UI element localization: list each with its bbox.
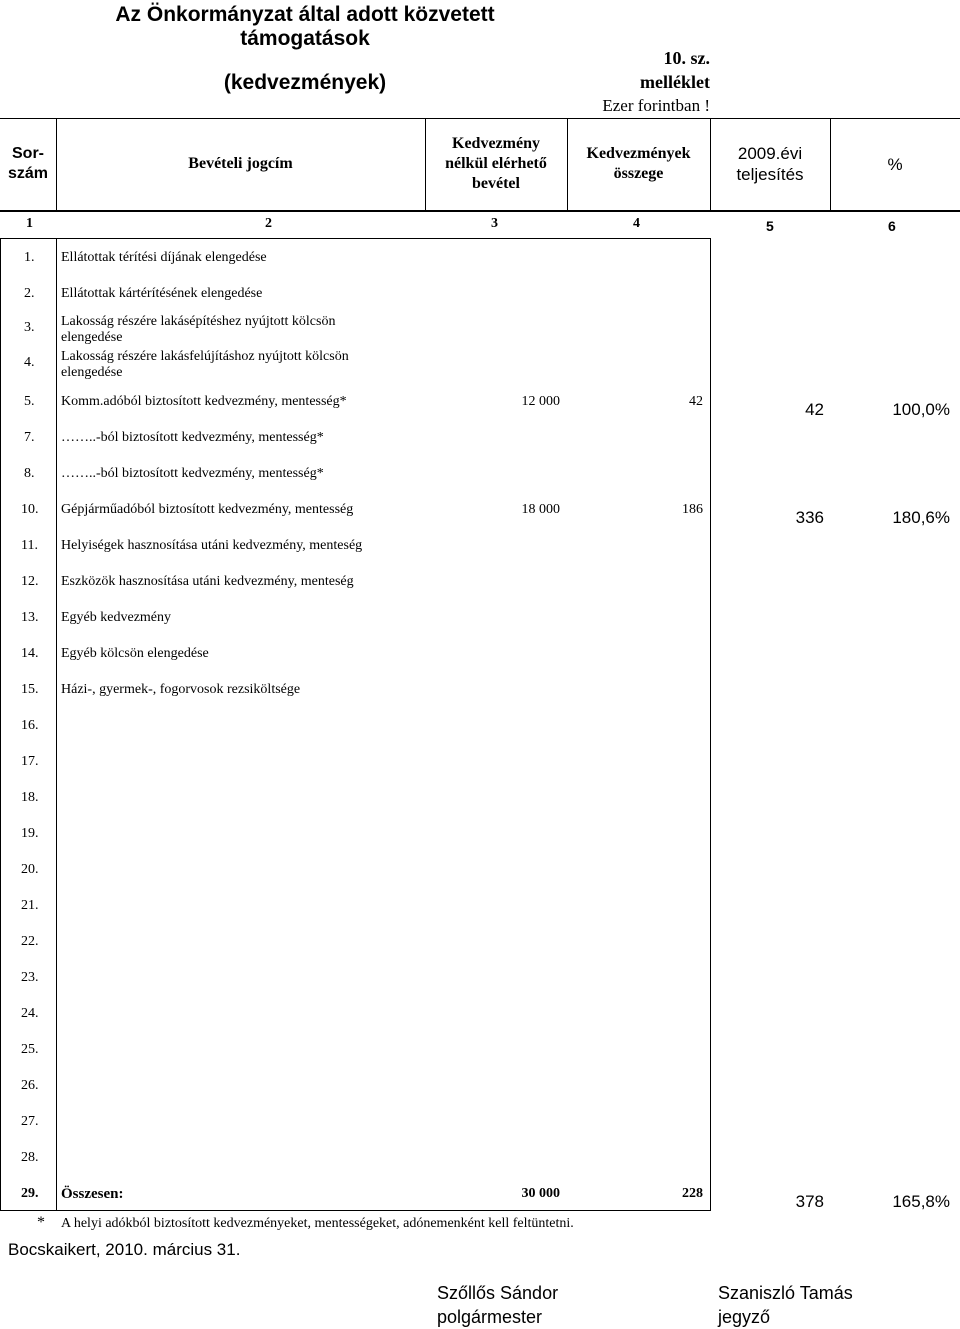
- column-number-4: 4: [633, 216, 640, 231]
- header-nelkul-line-3: bevétel: [472, 175, 520, 192]
- notary-title: jegyző: [718, 1307, 771, 1327]
- row-number: 15.: [21, 682, 39, 697]
- row-label-line: elengedése: [61, 330, 123, 345]
- header-osszeg-line-1: Kedvezmények: [586, 145, 691, 162]
- header-nelkul-line-2: nélkül elérhető: [445, 155, 547, 172]
- row-number: 25.: [21, 1042, 39, 1057]
- row-number: 26.: [21, 1078, 39, 1093]
- header-osszeg-line-2: összege: [613, 165, 664, 182]
- annex-line-1: 10. sz.: [663, 48, 710, 68]
- row-number: 13.: [21, 610, 39, 625]
- footnote-marker: *: [37, 1214, 45, 1231]
- row-label: ……..-ból biztosított kedvezmény, mentesség*: [61, 466, 324, 481]
- header-kedvezmenyek-osszege: [567, 118, 710, 210]
- column-number-1: 1: [26, 216, 33, 231]
- row-number: 19.: [21, 826, 39, 841]
- row-number: 23.: [21, 970, 39, 985]
- header-sorszam-line-2: szám: [7, 165, 49, 182]
- total-label: Összesen:: [61, 1186, 124, 1202]
- footnote-text: A helyi adókból biztosított kedvezményeket, mentességeket, adónemenként kell feltüntetni.: [61, 1216, 574, 1231]
- mayor-signature: [437, 1281, 558, 1329]
- notary-name: Szaniszló Tamás: [718, 1283, 853, 1303]
- row-label-line: Lakosság részére lakásépítéshez nyújtott kölcsön: [61, 314, 336, 329]
- row-number: 3.: [24, 320, 35, 335]
- row-label: Komm.adóból biztosított kedvezmény, mentesség*: [61, 394, 347, 409]
- row-label: Helyiségek hasznosítása utáni kedvezmény, menteség: [61, 538, 363, 553]
- mayor-name: Szőllős Sándor: [437, 1283, 559, 1303]
- row-number: 28.: [21, 1150, 39, 1165]
- row-number: 10.: [21, 502, 39, 517]
- row-number: 1.: [24, 250, 35, 265]
- row-value-performance: 336: [795, 508, 824, 527]
- row-label-line: elengedése: [61, 365, 123, 380]
- header-jogcim: Bevételi jogcím: [188, 155, 293, 172]
- row-label: ……..-ból biztosított kedvezmény, mentesség*: [61, 430, 324, 445]
- row-number: 8.: [24, 466, 35, 481]
- header-nelkul-line-1: Kedvezmény: [452, 135, 540, 152]
- row-label: [61, 349, 349, 381]
- title-line-1: Az Önkormányzat által adott közvetett: [115, 3, 495, 26]
- row-value-full: 12 000: [521, 394, 560, 409]
- row-number: 5.: [24, 394, 35, 409]
- row-number: 22.: [21, 934, 39, 949]
- row-number: 24.: [21, 1006, 39, 1021]
- row-label-line: Lakosság részére lakásfelújításhoz nyújtott kölcsön: [61, 349, 349, 364]
- row-number: 18.: [21, 790, 39, 805]
- row-number: 14.: [21, 646, 39, 661]
- row-number: 21.: [21, 898, 39, 913]
- total-value-percent: 165,8%: [892, 1192, 950, 1211]
- column-number-2: 2: [265, 216, 272, 231]
- header-sorszam-line-1: Sor-: [12, 145, 44, 162]
- row-number: 2.: [24, 286, 35, 301]
- annex-line-2: melléklet: [640, 72, 710, 92]
- row-label: Házi-, gyermek-, fogorvosok rezsiköltsége: [61, 682, 301, 697]
- header-szazalek: %: [887, 154, 903, 174]
- row-number: 11.: [21, 538, 38, 553]
- row-value-discount: 186: [682, 502, 703, 517]
- row-number: 17.: [21, 754, 39, 769]
- notary-signature: [718, 1281, 853, 1329]
- title-line-3: (kedvezmények): [223, 71, 387, 94]
- row-value-full: 18 000: [521, 502, 560, 517]
- row-number: 7.: [24, 430, 35, 445]
- row-label: Egyéb kölcsön elengedése: [61, 646, 209, 661]
- total-row-number: 29.: [21, 1186, 39, 1201]
- total-value-discount: 228: [682, 1186, 703, 1201]
- header-telj-line-1: 2009.évi: [737, 144, 803, 163]
- total-value-performance: 378: [795, 1192, 824, 1211]
- column-number-6: 6: [888, 218, 896, 234]
- column-number-3: 3: [491, 216, 498, 231]
- row-number: 4.: [24, 355, 35, 370]
- row-value-percent: 100,0%: [892, 400, 950, 419]
- row-number: 12.: [21, 574, 39, 589]
- title-line-2: támogatások: [240, 27, 370, 50]
- column-number-5: 5: [766, 218, 774, 234]
- annex-unit: Ezer forintban !: [602, 96, 710, 115]
- row-label: Gépjárműadóból biztosított kedvezmény, mentesség: [61, 502, 354, 517]
- row-label: [61, 314, 335, 346]
- row-number: 20.: [21, 862, 39, 877]
- row-label: Ellátottak kártérítésének elengedése: [61, 286, 263, 301]
- row-value-performance: 42: [805, 400, 824, 419]
- annex-label: [560, 46, 710, 118]
- header-telj-line-2: teljesítés: [736, 165, 804, 184]
- total-value-full: 30 000: [521, 1186, 560, 1201]
- row-number: 27.: [21, 1114, 39, 1129]
- header-kedvezmeny-nelkul: [425, 118, 567, 210]
- row-number: 16.: [21, 718, 39, 733]
- mayor-title: polgármester: [437, 1307, 543, 1327]
- document-title: [100, 3, 510, 95]
- header-sorszam: [0, 118, 56, 210]
- row-label: Eszközök hasznosítása utáni kedvezmény, menteség: [61, 574, 354, 589]
- header-teljesites: [710, 118, 830, 210]
- place-date: Bocskaikert, 2010. március 31.: [8, 1240, 241, 1259]
- row-label: Egyéb kedvezmény: [61, 610, 172, 625]
- row-value-discount: 42: [689, 394, 703, 409]
- row-value-percent: 180,6%: [892, 508, 950, 527]
- row-label: Ellátottak térítési díjának elengedése: [61, 250, 267, 265]
